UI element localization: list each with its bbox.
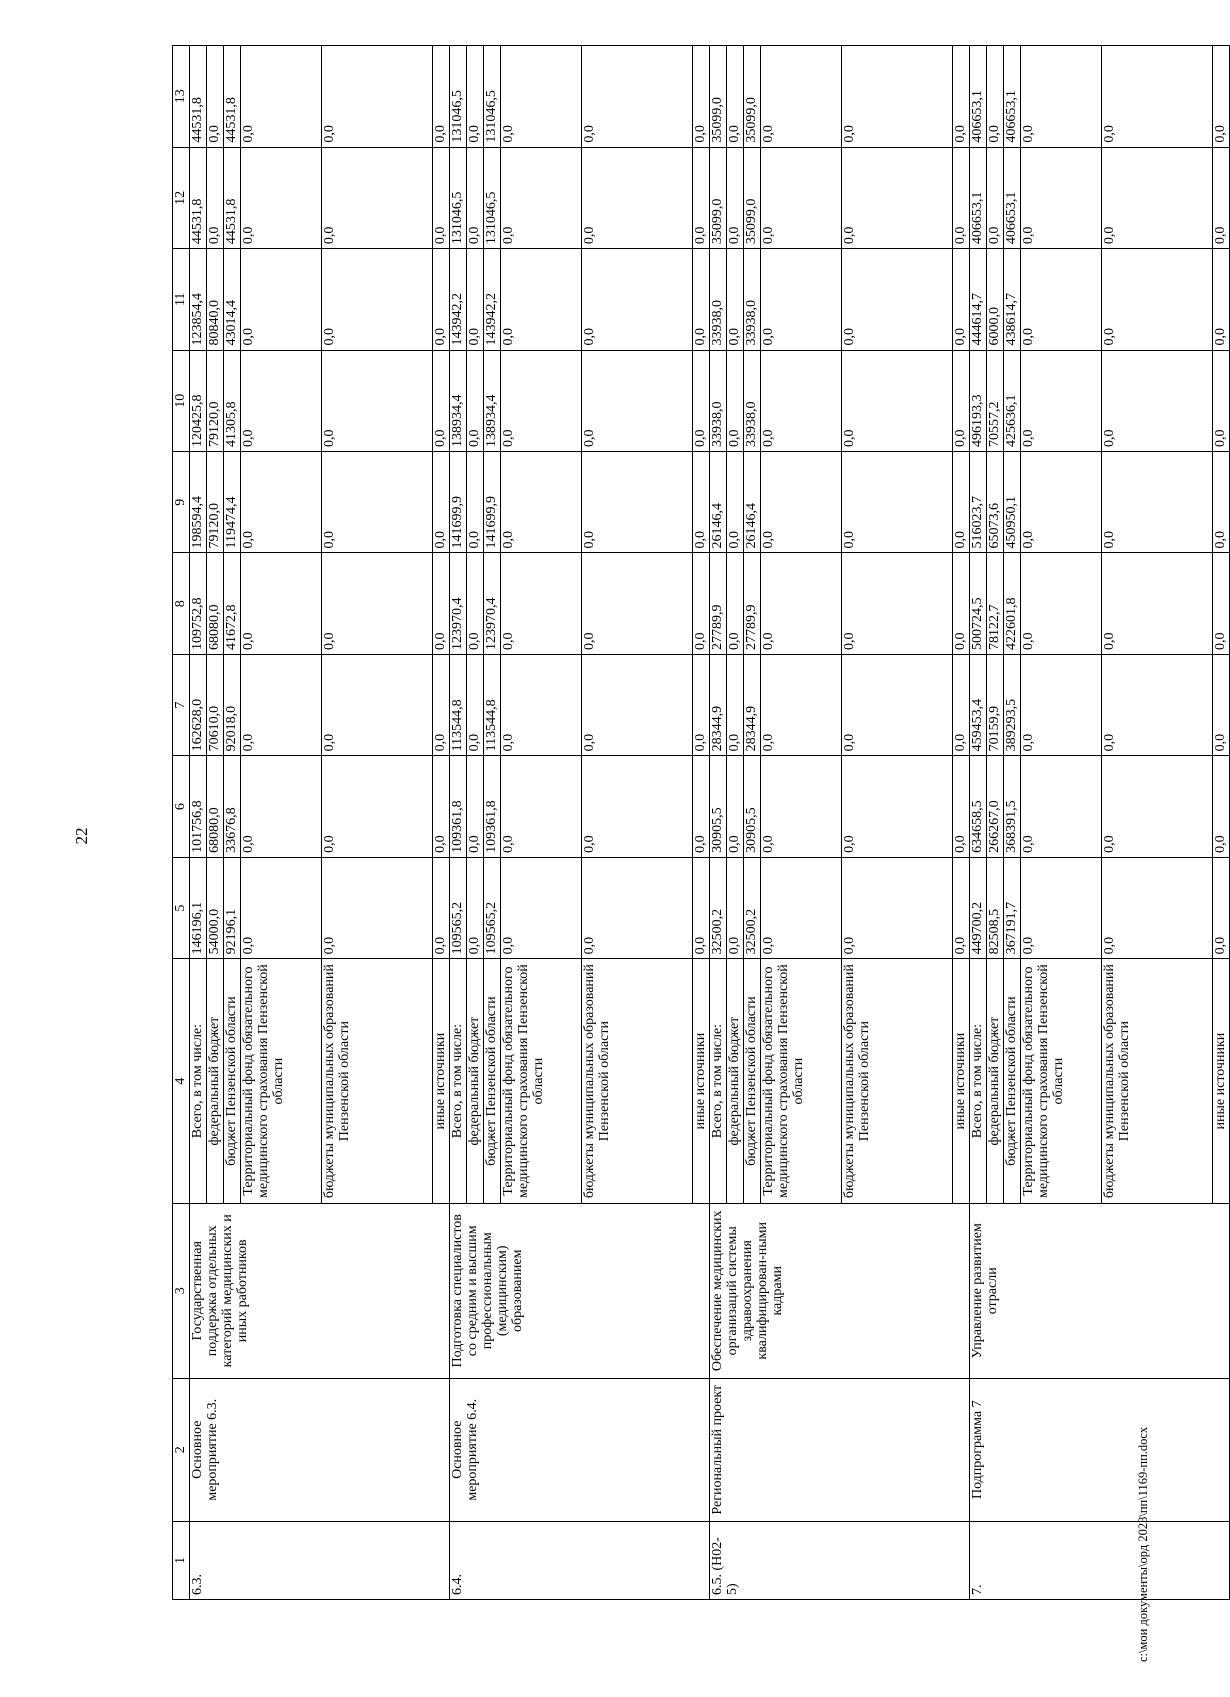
value-cell: 0,0	[433, 553, 450, 654]
value-cell: 0,0	[322, 857, 433, 958]
value-cell: 33938,0	[744, 249, 761, 350]
value-cell: 131046,5	[450, 46, 467, 148]
value-cell: 406653,1	[970, 46, 987, 148]
value-cell: 0,0	[1213, 46, 1230, 148]
value-cell: 35099,0	[710, 46, 727, 148]
table-row	[190, 46, 207, 1600]
value-cell: 44531,8	[224, 46, 241, 148]
value-cell: 0,0	[433, 147, 450, 248]
value-cell: 0,0	[987, 147, 1004, 248]
value-cell: 0,0	[1102, 350, 1213, 451]
table-body	[190, 46, 1230, 1600]
value-cell: 0,0	[467, 553, 484, 654]
section-description: Управление развитием отрасли	[970, 1203, 1230, 1378]
value-cell: 0,0	[322, 654, 433, 755]
value-cell: 0,0	[953, 452, 970, 553]
value-cell: 44531,8	[190, 147, 207, 248]
value-cell: 0,0	[1102, 147, 1213, 248]
value-cell: 0,0	[842, 147, 953, 248]
value-cell: 27789,9	[710, 553, 727, 654]
value-cell: 0,0	[322, 350, 433, 451]
value-cell: 422601,8	[1004, 553, 1021, 654]
value-cell: 123970,4	[450, 553, 467, 654]
value-cell: 0,0	[1021, 46, 1102, 148]
value-cell: 35099,0	[710, 147, 727, 248]
value-cell: 0,0	[241, 147, 322, 248]
section-code: 7.	[970, 1521, 1230, 1599]
funding-source: бюджеты муниципальных образований Пензенской области	[1102, 959, 1213, 1204]
value-cell: 0,0	[467, 147, 484, 248]
section-description: Государственная поддержка отдельных категорий медицинских и иных работников	[190, 1203, 450, 1378]
value-cell: 0,0	[761, 249, 842, 350]
value-cell: 0,0	[727, 553, 744, 654]
value-cell: 80840,0	[207, 249, 224, 350]
value-cell: 0,0	[953, 46, 970, 148]
column-header-10: 10	[173, 350, 190, 451]
section-code: 6.5. (Н02-5)	[710, 1521, 970, 1599]
value-cell: 92018,0	[224, 654, 241, 755]
value-cell: 367191,7	[1004, 857, 1021, 958]
funding-source: бюджет Пензенской области	[484, 959, 501, 1204]
value-cell: 0,0	[693, 654, 710, 755]
value-cell: 0,0	[1021, 249, 1102, 350]
value-cell: 0,0	[1102, 452, 1213, 553]
value-cell: 0,0	[761, 654, 842, 755]
column-header-8: 8	[173, 553, 190, 654]
value-cell: 0,0	[761, 553, 842, 654]
value-cell: 0,0	[727, 654, 744, 755]
column-header-1: 1	[173, 1521, 190, 1599]
value-cell: 0,0	[761, 452, 842, 553]
value-cell: 109565,2	[484, 857, 501, 958]
value-cell: 0,0	[467, 46, 484, 148]
value-cell: 0,0	[241, 553, 322, 654]
funding-source: федеральный бюджет	[987, 959, 1004, 1204]
column-header-11: 11	[173, 249, 190, 350]
value-cell: 0,0	[693, 249, 710, 350]
value-cell: 0,0	[953, 553, 970, 654]
section-name: Подпрограмма 7	[970, 1378, 1230, 1521]
value-cell: 6000,0	[987, 249, 1004, 350]
value-cell: 0,0	[727, 147, 744, 248]
value-cell: 70159,9	[987, 654, 1004, 755]
value-cell: 0,0	[761, 46, 842, 148]
value-cell: 0,0	[1021, 452, 1102, 553]
value-cell: 198594,4	[190, 452, 207, 553]
value-cell: 123970,4	[484, 553, 501, 654]
funding-source: иные источники	[953, 959, 970, 1204]
value-cell: 44531,8	[190, 46, 207, 148]
value-cell: 0,0	[501, 46, 582, 148]
value-cell: 0,0	[582, 350, 693, 451]
value-cell: 0,0	[953, 147, 970, 248]
funding-source: Всего, в том числе:	[190, 959, 207, 1204]
value-cell: 0,0	[842, 553, 953, 654]
value-cell: 28344,9	[744, 654, 761, 755]
value-cell: 0,0	[322, 452, 433, 553]
value-cell: 0,0	[241, 46, 322, 148]
value-cell: 32500,2	[744, 857, 761, 958]
value-cell: 131046,5	[484, 46, 501, 148]
value-cell: 70557,2	[987, 350, 1004, 451]
page-number: 22	[72, 827, 91, 845]
value-cell: 0,0	[953, 654, 970, 755]
value-cell: 143942,2	[484, 249, 501, 350]
funding-source: иные источники	[1213, 959, 1230, 1204]
table-row	[450, 46, 467, 1600]
funding-source: иные источники	[693, 959, 710, 1204]
section-name: Основное мероприятие 6.3.	[190, 1378, 450, 1521]
value-cell: 141699,9	[450, 452, 467, 553]
value-cell: 438614,7	[1004, 249, 1021, 350]
section-name: Региональный проект	[710, 1378, 970, 1521]
value-cell: 0,0	[322, 249, 433, 350]
funding-source: федеральный бюджет	[467, 959, 484, 1204]
funding-source: бюджет Пензенской области	[224, 959, 241, 1204]
value-cell: 33676,8	[224, 756, 241, 857]
value-cell: 35099,0	[744, 147, 761, 248]
column-header-6: 6	[173, 756, 190, 857]
funding-table	[172, 45, 1230, 1600]
value-cell: 0,0	[467, 249, 484, 350]
value-cell: 0,0	[241, 857, 322, 958]
footer-file-path: c:\мои документы\орд 2023\пп\1169-пп.docx	[1136, 1426, 1150, 1662]
value-cell: 0,0	[582, 553, 693, 654]
value-cell: 0,0	[842, 46, 953, 148]
value-cell: 0,0	[842, 654, 953, 755]
funding-source: бюджеты муниципальных образований Пензенской области	[842, 959, 953, 1204]
value-cell: 138934,4	[484, 350, 501, 451]
value-cell: 368391,5	[1004, 756, 1021, 857]
value-cell: 120425,8	[190, 350, 207, 451]
value-cell: 44531,8	[224, 147, 241, 248]
value-cell: 0,0	[1021, 654, 1102, 755]
value-cell: 65073,6	[987, 452, 1004, 553]
table-row	[710, 46, 727, 1600]
value-cell: 28344,9	[710, 654, 727, 755]
section-description: Подготовка специалистов со средним и высшим профессиональным (медицинским) образованием	[450, 1203, 710, 1378]
value-cell: 0,0	[727, 452, 744, 553]
column-header-7: 7	[173, 654, 190, 755]
value-cell: 109361,8	[450, 756, 467, 857]
value-cell: 30905,5	[744, 756, 761, 857]
funding-source: федеральный бюджет	[727, 959, 744, 1204]
value-cell: 0,0	[241, 350, 322, 451]
value-cell: 0,0	[433, 350, 450, 451]
funding-source: Территориальный фонд обязательного медицинского страхования Пензенской области	[241, 959, 322, 1204]
value-cell: 0,0	[842, 452, 953, 553]
value-cell: 0,0	[1102, 249, 1213, 350]
value-cell: 26146,4	[744, 452, 761, 553]
value-cell: 406653,1	[970, 147, 987, 248]
value-cell: 406653,1	[1004, 147, 1021, 248]
value-cell: 0,0	[1213, 654, 1230, 755]
value-cell: 146196,1	[190, 857, 207, 958]
value-cell: 33938,0	[710, 350, 727, 451]
value-cell: 0,0	[322, 147, 433, 248]
value-cell: 0,0	[1213, 756, 1230, 857]
value-cell: 0,0	[467, 654, 484, 755]
value-cell: 0,0	[501, 654, 582, 755]
column-header-4: 4	[173, 959, 190, 1204]
funding-source: федеральный бюджет	[207, 959, 224, 1204]
funding-source: иные источники	[433, 959, 450, 1204]
value-cell: 0,0	[582, 249, 693, 350]
value-cell: 68080,0	[207, 553, 224, 654]
value-cell: 0,0	[467, 350, 484, 451]
value-cell: 0,0	[693, 553, 710, 654]
value-cell: 425636,1	[1004, 350, 1021, 451]
value-cell: 0,0	[693, 46, 710, 148]
value-cell: 0,0	[1102, 553, 1213, 654]
value-cell: 41305,8	[224, 350, 241, 451]
value-cell: 113544,8	[484, 654, 501, 755]
value-cell: 0,0	[207, 147, 224, 248]
value-cell: 0,0	[761, 756, 842, 857]
value-cell: 0,0	[693, 147, 710, 248]
value-cell: 123854,4	[190, 249, 207, 350]
funding-source: Территориальный фонд обязательного медицинского страхования Пензенской области	[501, 959, 582, 1204]
value-cell: 0,0	[842, 756, 953, 857]
value-cell: 0,0	[727, 46, 744, 148]
value-cell: 0,0	[1021, 553, 1102, 654]
value-cell: 0,0	[727, 857, 744, 958]
value-cell: 500724,5	[970, 553, 987, 654]
value-cell: 634658,5	[970, 756, 987, 857]
value-cell: 0,0	[761, 857, 842, 958]
funding-source: Всего, в том числе:	[450, 959, 467, 1204]
funding-source: бюджеты муниципальных образований Пензенской области	[322, 959, 433, 1204]
value-cell: 0,0	[953, 756, 970, 857]
value-cell: 0,0	[433, 654, 450, 755]
value-cell: 41672,8	[224, 553, 241, 654]
value-cell: 35099,0	[744, 46, 761, 148]
column-header-3: 3	[173, 1203, 190, 1378]
value-cell: 131046,5	[450, 147, 467, 248]
value-cell: 0,0	[582, 654, 693, 755]
value-cell: 141699,9	[484, 452, 501, 553]
value-cell: 131046,5	[484, 147, 501, 248]
value-cell: 0,0	[433, 857, 450, 958]
value-cell: 0,0	[433, 46, 450, 148]
value-cell: 138934,4	[450, 350, 467, 451]
section-description: Обеспечение медицинских организаций системы здравоохранения квалифицирован-ными кадрами	[710, 1203, 970, 1378]
value-cell: 0,0	[241, 452, 322, 553]
value-cell: 0,0	[433, 452, 450, 553]
value-cell: 0,0	[582, 857, 693, 958]
header-row	[173, 46, 190, 1600]
section-code: 6.3.	[190, 1521, 450, 1599]
value-cell: 0,0	[207, 46, 224, 148]
value-cell: 26146,4	[710, 452, 727, 553]
value-cell: 0,0	[842, 857, 953, 958]
value-cell: 389293,5	[1004, 654, 1021, 755]
value-cell: 0,0	[322, 46, 433, 148]
value-cell: 0,0	[953, 249, 970, 350]
value-cell: 109361,8	[484, 756, 501, 857]
value-cell: 43014,4	[224, 249, 241, 350]
value-cell: 0,0	[842, 350, 953, 451]
value-cell: 0,0	[1021, 350, 1102, 451]
value-cell: 0,0	[1213, 553, 1230, 654]
value-cell: 70610,0	[207, 654, 224, 755]
value-cell: 0,0	[241, 654, 322, 755]
value-cell: 78122,7	[987, 553, 1004, 654]
value-cell: 0,0	[1213, 147, 1230, 248]
value-cell: 0,0	[582, 756, 693, 857]
value-cell: 0,0	[322, 756, 433, 857]
column-header-5: 5	[173, 857, 190, 958]
value-cell: 266267,0	[987, 756, 1004, 857]
funding-source: Всего, в том числе:	[970, 959, 987, 1204]
section-name: Основное мероприятие 6.4.	[450, 1378, 710, 1521]
value-cell: 0,0	[582, 147, 693, 248]
value-cell: 143942,2	[450, 249, 467, 350]
value-cell: 92196,1	[224, 857, 241, 958]
value-cell: 0,0	[693, 350, 710, 451]
value-cell: 0,0	[1213, 350, 1230, 451]
value-cell: 0,0	[987, 46, 1004, 148]
value-cell: 0,0	[433, 756, 450, 857]
value-cell: 0,0	[241, 756, 322, 857]
value-cell: 27789,9	[744, 553, 761, 654]
value-cell: 0,0	[582, 452, 693, 553]
column-header-12: 12	[173, 147, 190, 248]
value-cell: 0,0	[582, 46, 693, 148]
value-cell: 0,0	[467, 857, 484, 958]
value-cell: 0,0	[1213, 249, 1230, 350]
value-cell: 0,0	[727, 350, 744, 451]
value-cell: 33938,0	[710, 249, 727, 350]
value-cell: 119474,4	[224, 452, 241, 553]
value-cell: 54000,0	[207, 857, 224, 958]
value-cell: 496193,3	[970, 350, 987, 451]
value-cell: 0,0	[501, 553, 582, 654]
value-cell: 101756,8	[190, 756, 207, 857]
value-cell: 450950,1	[1004, 452, 1021, 553]
value-cell: 0,0	[241, 249, 322, 350]
section-code: 6.4.	[450, 1521, 710, 1599]
value-cell: 0,0	[322, 553, 433, 654]
value-cell: 0,0	[1102, 654, 1213, 755]
value-cell: 459453,4	[970, 654, 987, 755]
value-cell: 0,0	[501, 249, 582, 350]
value-cell: 0,0	[1102, 46, 1213, 148]
value-cell: 32500,2	[710, 857, 727, 958]
value-cell: 0,0	[727, 756, 744, 857]
value-cell: 0,0	[467, 756, 484, 857]
value-cell: 0,0	[953, 350, 970, 451]
value-cell: 0,0	[693, 857, 710, 958]
value-cell: 82508,5	[987, 857, 1004, 958]
column-header-9: 9	[173, 452, 190, 553]
value-cell: 0,0	[1021, 756, 1102, 857]
value-cell: 0,0	[1021, 147, 1102, 248]
funding-source: Территориальный фонд обязательного медицинского страхования Пензенской области	[1021, 959, 1102, 1204]
value-cell: 0,0	[1021, 857, 1102, 958]
value-cell: 0,0	[501, 756, 582, 857]
value-cell: 0,0	[693, 452, 710, 553]
funding-source: Всего, в том числе:	[710, 959, 727, 1204]
value-cell: 0,0	[1102, 857, 1213, 958]
value-cell: 0,0	[501, 452, 582, 553]
value-cell: 162628,0	[190, 654, 207, 755]
value-cell: 30905,5	[710, 756, 727, 857]
value-cell: 0,0	[761, 350, 842, 451]
value-cell: 0,0	[1213, 857, 1230, 958]
value-cell: 0,0	[501, 147, 582, 248]
value-cell: 0,0	[501, 350, 582, 451]
rotated-table-area	[172, 45, 1228, 1600]
value-cell: 0,0	[693, 756, 710, 857]
column-header-13: 13	[173, 46, 190, 148]
table-row	[970, 46, 987, 1600]
value-cell: 0,0	[761, 147, 842, 248]
value-cell: 33938,0	[744, 350, 761, 451]
value-cell: 0,0	[953, 857, 970, 958]
value-cell: 0,0	[433, 249, 450, 350]
value-cell: 516023,7	[970, 452, 987, 553]
value-cell: 406653,1	[1004, 46, 1021, 148]
value-cell: 0,0	[1102, 756, 1213, 857]
value-cell: 0,0	[501, 857, 582, 958]
funding-source: бюджет Пензенской области	[1004, 959, 1021, 1204]
value-cell: 0,0	[727, 249, 744, 350]
value-cell: 79120,0	[207, 452, 224, 553]
value-cell: 68080,0	[207, 756, 224, 857]
value-cell: 449700,2	[970, 857, 987, 958]
value-cell: 444614,7	[970, 249, 987, 350]
funding-source: Территориальный фонд обязательного медицинского страхования Пензенской области	[761, 959, 842, 1204]
value-cell: 0,0	[467, 452, 484, 553]
value-cell: 109752,8	[190, 553, 207, 654]
value-cell: 113544,8	[450, 654, 467, 755]
value-cell: 79120,0	[207, 350, 224, 451]
column-header-2: 2	[173, 1378, 190, 1521]
value-cell: 0,0	[1213, 452, 1230, 553]
funding-source: бюджеты муниципальных образований Пензенской области	[582, 959, 693, 1204]
value-cell: 0,0	[842, 249, 953, 350]
value-cell: 109565,2	[450, 857, 467, 958]
funding-source: бюджет Пензенской области	[744, 959, 761, 1204]
